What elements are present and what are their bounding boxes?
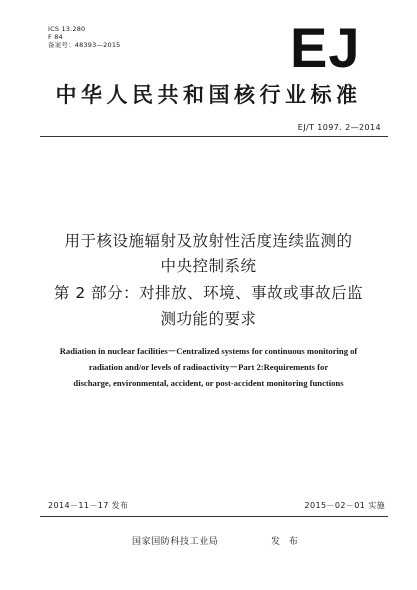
top-divider xyxy=(40,136,388,137)
english-title-line-1: Radiation in nuclear facilities－Centralized systems for continuous monitoring of xyxy=(59,346,358,356)
industry-standard-title: 中华人民共和国核行业标准 xyxy=(55,83,362,107)
ics-code: ICS 13.280 xyxy=(48,25,86,33)
chinese-title-line-4: 测功能的要求 xyxy=(160,310,257,328)
classification-code: F 84 xyxy=(48,33,63,41)
chinese-title-line-2: 中央控制系统 xyxy=(160,257,257,275)
english-title-line-3: discharge, environmental, accident, or post-accident monitoring functions xyxy=(73,378,344,388)
bottom-divider xyxy=(40,516,388,517)
chinese-title-line-3: 第 2 部分：对排放、环境、事故或事故后监 xyxy=(53,284,364,302)
standard-number: EJ/T 1097. 2—2014 xyxy=(297,123,381,132)
chinese-title-line-1: 用于核设施辐射及放射性活度连续监测的 xyxy=(64,232,353,250)
issue-date: 2014－11－17 发布 xyxy=(48,501,129,510)
registration-number: 备案号：48393—2015 xyxy=(48,41,121,49)
publisher-name: 国家国防科技工业局 xyxy=(132,537,219,547)
english-title-line-2: radiation and/or levels of radioactivity－Part 2:Requirements for xyxy=(88,362,329,372)
publish-label: 发 布 xyxy=(271,537,301,547)
ej-logo: EJ xyxy=(290,16,361,79)
implementation-date: 2015－02－01 实施 xyxy=(304,501,385,510)
